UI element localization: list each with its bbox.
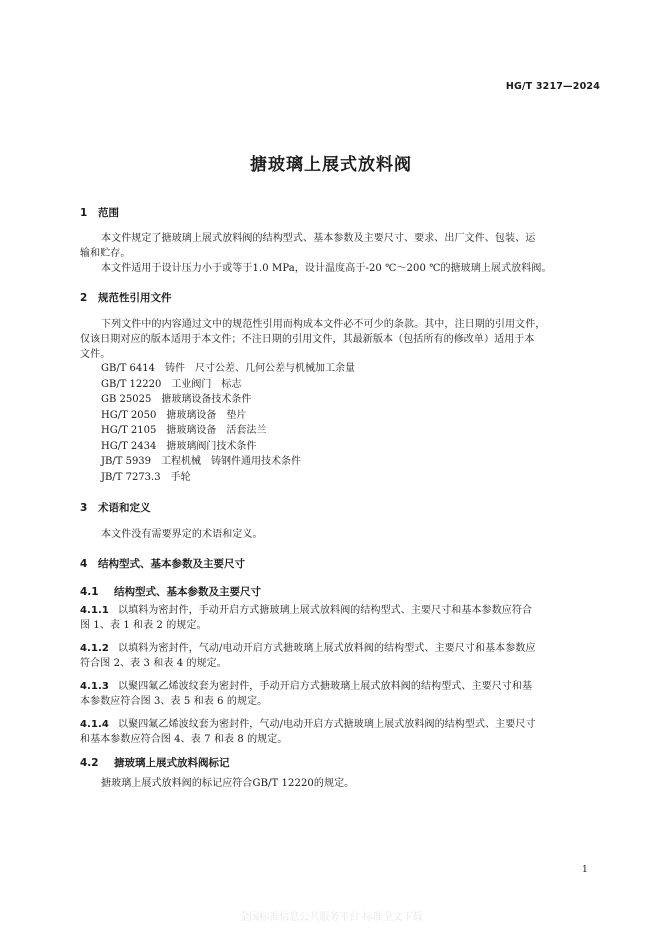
reference-item: GB 25025 搪玻璃设备技术条件 <box>101 394 252 405</box>
reference-item: JB/T 7273.3 手轮 <box>101 471 191 483</box>
section-4-title: 结构型式、基本参数及主要尺寸 <box>98 558 245 570</box>
section-4-1-title: 结构型式、基本参数及主要尺寸 <box>114 586 261 598</box>
clause-4-1-1-number: 4.1.1 <box>80 605 109 616</box>
section-1-number: 1 <box>80 207 88 219</box>
standard-code: HG/T 3217—2024 <box>505 81 600 92</box>
page-number: 1 <box>582 865 588 875</box>
section-2-para-line-3: 文件。 <box>80 349 111 360</box>
section-1-para-2: 本文件适用于设计压力小于或等于1.0 MPa，设计温度高于-20 ℃～200 ℃的搪玻璃上展式放料阀。 <box>101 263 552 274</box>
clause-4-1-2-text: 以填料为密封件，气动/电动开启方式搪玻璃上展式放料阀的结构型式、主要尺寸和基本参数应 <box>118 643 536 654</box>
clause-4-1-2-number: 4.1.2 <box>80 643 109 654</box>
section-1-para-1-line-2: 输和贮存。 <box>80 248 131 259</box>
reference-item: GB/T 12220 工业阀门 标志 <box>101 378 242 390</box>
clause-4-1-1-text: 以填料为密封件，手动开启方式搪玻璃上展式放料阀的结构型式、主要尺寸和基本参数应符合 <box>118 605 533 616</box>
clause-4-1-1-line-2: 图 1、表 1 和表 2 的规定。 <box>80 620 207 631</box>
section-4-2-title: 搪玻璃上展式放料阀标记 <box>114 757 230 769</box>
section-4-2-heading <box>80 755 230 770</box>
reference-item: GB/T 6414 铸件 尺寸公差、几何公差与机械加工余量 <box>101 363 356 374</box>
section-1-heading <box>80 205 119 220</box>
section-2-number: 2 <box>80 292 88 304</box>
section-4-1-heading <box>80 584 261 599</box>
section-4-heading <box>80 556 245 571</box>
section-2-para-line-2: 仅该日期对应的版本适用于本文件；不注日期的引用文件，其最新版本（包括所有的修改单）适用于本 <box>80 334 535 345</box>
section-3-para: 本文件没有需要界定的术语和定义。 <box>101 529 263 540</box>
clause-4-1-3-text: 以聚四氟乙烯波纹套为密封件，手动开启方式搪玻璃上展式放料阀的结构型式、主要尺寸和基 <box>118 681 533 692</box>
reference-item: HG/T 2105 搪玻璃设备 活套法兰 <box>101 425 267 436</box>
clause-4-1-2-line-2: 符合图 2、表 3 和表 4 的规定。 <box>80 658 227 669</box>
clause-4-1-4-number: 4.1.4 <box>80 719 109 730</box>
reference-item: JB/T 5939 工程机械 铸钢件通用技术条件 <box>101 456 302 467</box>
section-4-2-number: 4.2 <box>80 757 99 769</box>
document-title: 搪玻璃上展式放料阀 <box>250 155 412 175</box>
clause-4-1-1-line-1 <box>80 603 532 618</box>
clause-4-1-2-line-1 <box>80 641 536 656</box>
section-2-title: 规范性引用文件 <box>98 292 172 304</box>
section-3-title: 术语和定义 <box>98 502 151 514</box>
clause-4-1-4-line-2: 和基本参数应符合图 4、表 7 和表 8 的规定。 <box>80 734 288 745</box>
section-1-para-1-line-1: 本文件规定了搪玻璃上展式放料阀的结构型式、基本参数及主要尺寸、要求、出厂文件、包装、运 <box>101 233 536 244</box>
section-2-para-line-1: 下列文件中的内容通过文中的规范性引用而构成本文件必不可少的条款。其中，注日期的引用文件， <box>101 319 546 330</box>
reference-item: HG/T 2434 搪玻璃阀门技术条件 <box>101 440 257 452</box>
clause-4-1-4-line-1 <box>80 717 536 732</box>
clause-4-1-3-number: 4.1.3 <box>80 681 109 692</box>
clause-4-1-3-line-2: 本参数应符合图 3、表 5 和表 6 的规定。 <box>80 696 268 707</box>
footer-watermark: 全国标准信息公共服务平台 标准全文下载 <box>239 912 423 923</box>
reference-list <box>101 361 355 485</box>
section-4-1-number: 4.1 <box>80 586 99 598</box>
clause-4-1-4-text: 以聚四氟乙烯波纹套为密封件，气动/电动开启方式搪玻璃上展式放料阀的结构型式、主要尺寸 <box>118 719 536 730</box>
section-4-number: 4 <box>80 558 88 570</box>
section-4-2-para: 搪玻璃上展式放料阀的标记应符合GB/T 12220的规定。 <box>101 778 355 789</box>
section-3-number: 3 <box>80 502 88 514</box>
reference-item: HG/T 2050 搪玻璃设备 垫片 <box>101 409 247 421</box>
section-2-heading <box>80 290 172 305</box>
section-1-title: 范围 <box>98 207 119 219</box>
section-3-heading <box>80 500 151 515</box>
clause-4-1-3-line-1 <box>80 679 532 694</box>
